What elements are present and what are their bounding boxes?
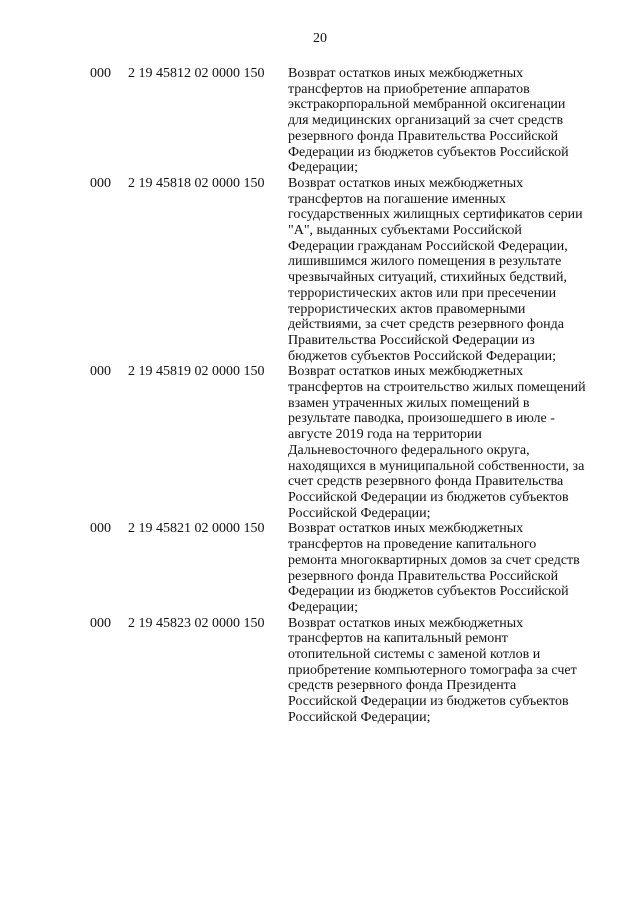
- entry-description: [288, 66, 588, 176]
- admin-code: 000: [90, 521, 111, 537]
- description-line: Возврат остатков иных межбюджетных: [288, 615, 524, 631]
- entries-list: [0, 66, 640, 726]
- admin-code: 000: [90, 615, 111, 631]
- description-line: действиями, за счет средств резервного фонда: [288, 317, 564, 333]
- description-line: августе 2019 года на территории: [288, 427, 482, 443]
- description-line: бюджетов субъектов Российской Федерации;: [288, 348, 556, 364]
- entry-row: [0, 364, 640, 521]
- entry-row: [0, 521, 640, 615]
- description-line: трансфертов на приобретение аппаратов: [288, 81, 530, 97]
- description-line: Российской Федерации;: [288, 505, 431, 521]
- income-code: 2 19 45818 02 0000 150: [128, 175, 265, 191]
- entry-description: [288, 521, 588, 615]
- description-line: Российской Федерации из бюджетов субъектов: [288, 694, 569, 710]
- entry-description: [288, 176, 588, 364]
- description-line: Российской Федерации из бюджетов субъектов: [288, 489, 569, 505]
- income-code: 2 19 45812 02 0000 150: [128, 66, 265, 81]
- entry-row: [0, 66, 640, 176]
- income-code: 2 19 45821 02 0000 150: [128, 521, 265, 537]
- description-line: государственных жилищных сертификатов серии: [288, 207, 583, 223]
- description-line: Федерации гражданам Российской Федерации,: [288, 238, 568, 254]
- description-line: Федерации;: [288, 160, 359, 176]
- description-line: трансфертов на погашение именных: [288, 191, 506, 207]
- description-line: результате паводка, произошедшего в июле -: [288, 411, 555, 427]
- description-line: трансфертов на капитальный ремонт: [288, 631, 508, 647]
- description-line: средств резервного фонда Президента: [288, 678, 517, 694]
- description-line: "А", выданных субъектами Российской: [288, 223, 522, 239]
- description-line: ремонта многоквартирных домов за счет средств: [288, 552, 580, 568]
- description-line: для медицинских организаций за счет средств: [288, 113, 564, 129]
- description-line: Федерации из бюджетов субъектов Российской: [288, 144, 569, 160]
- admin-code: 000: [90, 175, 111, 191]
- description-line: террористических актов правомерными: [288, 301, 526, 317]
- description-line: Возврат остатков иных межбюджетных: [288, 66, 524, 81]
- description-line: Дальневосточного федерального округа,: [288, 442, 530, 458]
- description-line: трансфертов на строительство жилых помещений: [288, 380, 586, 396]
- entry-description: [288, 364, 588, 521]
- description-line: отопительной системы с заменой котлов и: [288, 647, 541, 663]
- description-line: Российской Федерации;: [288, 709, 431, 725]
- description-line: Возврат остатков иных межбюджетных: [288, 521, 524, 537]
- entry-row: [0, 176, 640, 364]
- income-code: 2 19 45823 02 0000 150: [128, 615, 265, 631]
- description-line: резервного фонда Правительства Российской: [288, 128, 559, 144]
- description-line: счет средств резервного фонда Правительства: [288, 474, 564, 490]
- admin-code: 000: [90, 364, 111, 380]
- description-line: Возврат остатков иных межбюджетных: [288, 364, 524, 380]
- page-number: 20: [313, 31, 327, 46]
- description-line: Возврат остатков иных межбюджетных: [288, 175, 524, 191]
- admin-code: 000: [90, 66, 111, 81]
- description-line: Федерации из бюджетов субъектов Российской: [288, 584, 569, 600]
- entry-row: [0, 616, 640, 726]
- income-code: 2 19 45819 02 0000 150: [128, 364, 265, 380]
- description-line: Правительства Российской Федерации из: [288, 332, 535, 348]
- description-line: террористических актов или при пресечении: [288, 285, 557, 301]
- description-line: экстракорпоральной мембранной оксигенации: [288, 97, 566, 113]
- description-line: чрезвычайных ситуаций, стихийных бедствий,: [288, 270, 567, 286]
- entry-description: [288, 616, 588, 726]
- description-line: лишившимся жилого помещения в результате: [288, 254, 562, 270]
- description-line: находящихся в муниципальной собственности, за: [288, 458, 585, 474]
- description-line: резервного фонда Правительства Российской: [288, 568, 559, 584]
- description-line: Федерации;: [288, 599, 359, 615]
- description-line: взамен утраченных жилых помещений в: [288, 395, 530, 411]
- description-line: приобретение компьютерного томографа за счет: [288, 662, 577, 678]
- description-line: трансфертов на проведение капитального: [288, 537, 537, 553]
